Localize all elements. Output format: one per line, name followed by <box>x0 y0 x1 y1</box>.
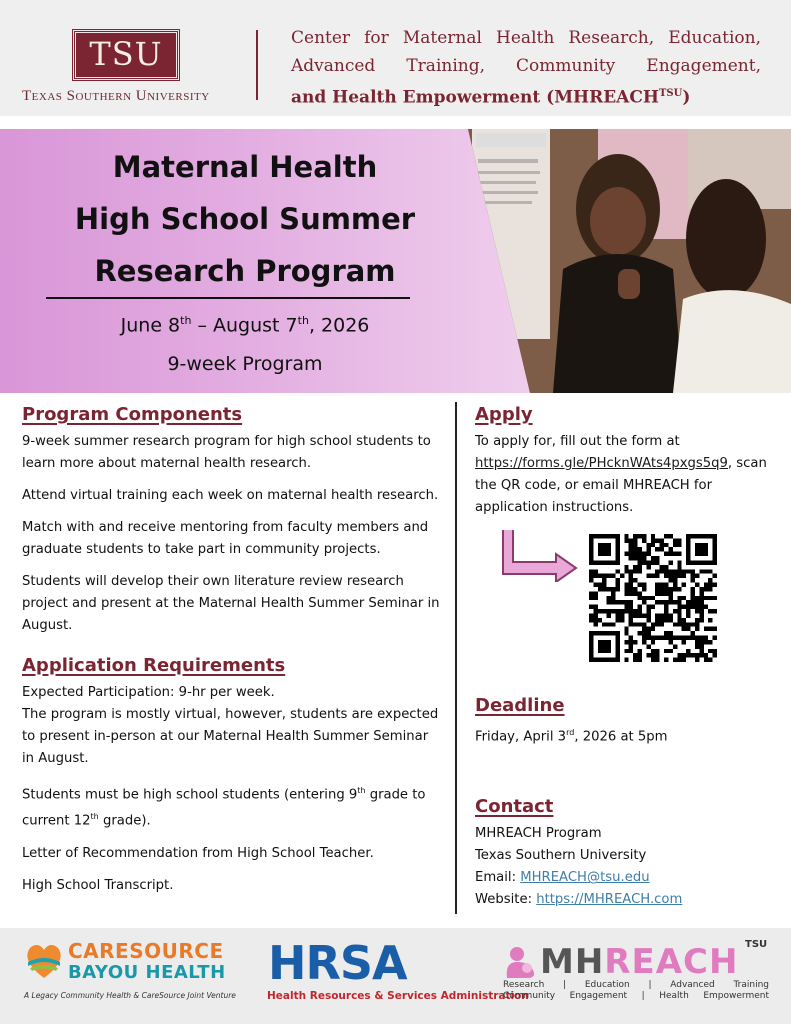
apply-text-pre: To apply for, fill out the form at <box>475 434 680 449</box>
center-sup: TSU <box>658 88 683 99</box>
grade-requirement <box>22 780 442 833</box>
letter-requirement: Letter of Recommendation from High School Teacher. <box>22 845 374 861</box>
column-divider <box>455 402 457 914</box>
application-form-link[interactable]: https://forms.gle/PHcknWAts4pxgs5q9 <box>475 456 728 471</box>
application-requirements-heading: Application Requirements <box>22 655 286 676</box>
caresource-name: CARESOURCE <box>68 939 224 963</box>
grade-sup-1: th <box>357 786 366 795</box>
date-mid: – August 7 <box>191 314 298 337</box>
title-rule <box>46 297 410 299</box>
grade-mid: grade to current 12 <box>22 787 426 829</box>
program-duration: 9-week Program <box>167 353 323 375</box>
deadline-date <box>475 722 775 748</box>
program-dates <box>0 314 490 336</box>
caresource-tagline: A Legacy Community Health & CareSource Joint Venture <box>24 991 236 1000</box>
hero-banner <box>0 129 791 393</box>
deadline-post: , 2026 at 5pm <box>574 729 668 745</box>
center-line-1: Center for Maternal Health Research, Education, <box>291 28 761 48</box>
center-line-3-text: and Health Empowerment (MHREACH <box>291 87 659 108</box>
center-line-2: Advanced Training, Community Engagement, <box>291 56 761 76</box>
mhreach-tagline <box>503 980 769 1002</box>
university-name: Texas Southern University <box>22 88 210 104</box>
contact-heading: Contact <box>475 796 554 818</box>
contact-website <box>475 889 775 911</box>
tsu-logo-text: TSU <box>89 35 163 73</box>
mhreach-mother-icon <box>503 944 539 980</box>
component-item: Attend virtual training each week on maternal health research. <box>22 488 439 503</box>
title-line-3: Research Program <box>94 254 396 288</box>
website-link[interactable]: https://MHREACH.com <box>536 892 683 908</box>
grade-pre: Students must be high school students (entering 9 <box>22 787 358 803</box>
deadline-sup: rd <box>566 728 575 737</box>
center-line-3 <box>291 80 761 112</box>
program-title <box>0 141 490 297</box>
hrsa-logo: HRSA <box>268 936 407 990</box>
mhreach-tsu: TSU <box>745 939 768 950</box>
qr-code-icon[interactable] <box>589 534 717 662</box>
contact-org: MHREACH Program <box>475 826 602 842</box>
date-start: June 8 <box>120 314 181 337</box>
arrow-right-icon <box>500 530 580 582</box>
left-column <box>22 404 442 907</box>
grade-sup-2: th <box>90 812 99 822</box>
center-name <box>291 24 761 112</box>
caresource-heart-icon <box>24 940 64 982</box>
email-link[interactable]: MHREACH@tsu.edu <box>520 870 650 886</box>
program-components-heading: Program Components <box>22 404 243 425</box>
contact-university: Texas Southern University <box>475 848 647 864</box>
center-close: ) <box>682 87 691 108</box>
contact-email <box>475 867 775 889</box>
bayou-health-name: BAYOU HEALTH <box>68 962 226 983</box>
tsu-logo <box>73 30 179 80</box>
deadline-heading: Deadline <box>475 695 565 716</box>
email-label: Email: <box>475 870 521 886</box>
title-line-2: High School Summer <box>74 202 416 236</box>
component-item: 9-week summer research program for high school students to learn more about maternal health research. <box>22 434 431 471</box>
deadline-pre: Friday, April 3 <box>475 729 567 745</box>
title-line-1: Maternal Health <box>112 150 378 184</box>
component-item: Match with and receive mentoring from faculty members and graduate students to take part in community projects. <box>22 520 429 557</box>
header <box>0 0 791 116</box>
grade-post: grade). <box>98 813 151 829</box>
mhreach-tagline-2: Community Engagement | Health Empowerment <box>503 991 769 1001</box>
transcript-requirement: High School Transcript. <box>22 877 174 893</box>
date-start-sup: th <box>180 314 192 327</box>
header-divider <box>256 30 258 100</box>
component-item: Students will develop their own literature review research project and present at the Maternal Health Summer Seminar in August. <box>22 574 440 633</box>
mhreach-reach: REACH <box>604 942 739 982</box>
apply-heading: Apply <box>475 404 533 425</box>
apply-text-post: , scan the QR code, or email MHREACH for application instructions. <box>475 456 767 515</box>
mhreach-tagline-1: Research | Education | Advanced Training <box>503 980 769 990</box>
website-label: Website: <box>475 892 537 908</box>
date-year: , 2026 <box>308 314 370 337</box>
apply-text <box>475 431 775 519</box>
participation-detail: The program is mostly virtual, however, students are expected to present in-person at our Maternal Health Summer Seminar in August. <box>22 707 439 766</box>
mhreach-mh: MH <box>540 942 605 982</box>
hrsa-tagline: Health Resources & Services Administration <box>267 990 529 1002</box>
date-end-sup: th <box>297 314 309 327</box>
participation-line: Expected Participation: 9-hr per week. <box>22 685 275 700</box>
mhreach-logo-text <box>540 940 738 984</box>
